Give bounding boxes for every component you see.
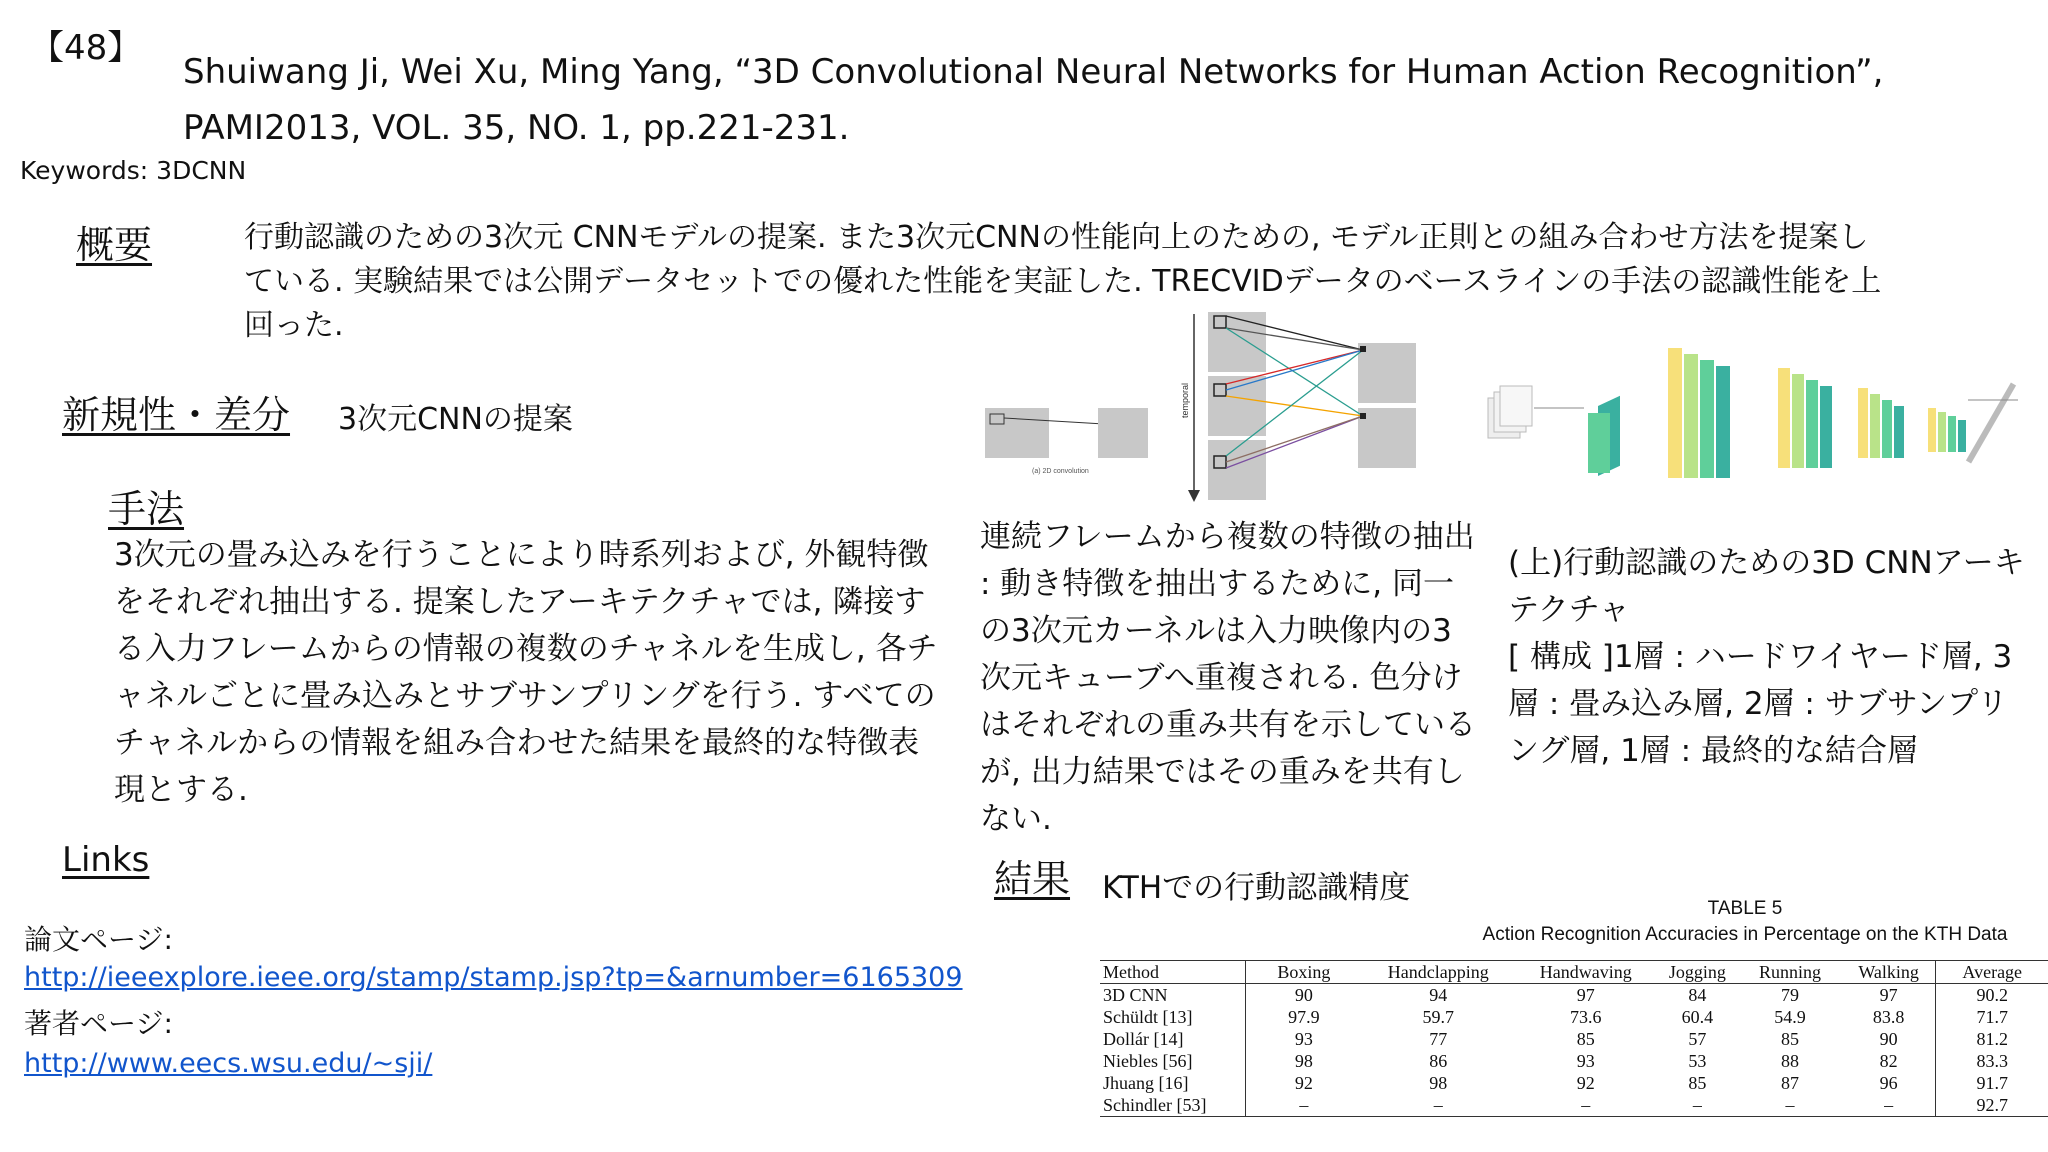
3dcnn-architecture-figure [1478, 308, 2038, 528]
c4-cubes [1858, 388, 1904, 458]
value-cell: 90 [1842, 1028, 1936, 1050]
h1-cubes [1588, 396, 1620, 476]
value-cell: 59.7 [1422, 1007, 1454, 1027]
method-text: 3次元の畳み込みを行うことにより時系列および, 外観特徴をそれぞれ抽出する. 提案したアーキテクチャでは, 隣接する入力フレームからの情報の複数のチャネルを生成し, 各チャネルごとに畳み込みとサブサンプリングを行う. すべてのチャネルからの情報を組み合わせた結果を最終的な特徴表現とする. [114, 537, 938, 808]
value-cell: 86 [1429, 1051, 1448, 1071]
header-cell: Handwaving [1515, 961, 1656, 984]
input-frames [1488, 386, 1532, 438]
links-heading: Links [62, 840, 150, 880]
keywords: Keywords: 3DCNN [20, 156, 247, 185]
header-cell: Average [1936, 961, 2048, 984]
author-page-label: 著者ページ: [24, 1007, 173, 1040]
value-cell: 96 [1842, 1072, 1936, 1094]
value-cell: 93 [1576, 1051, 1595, 1071]
value-cell: 87 [1781, 1073, 1800, 1093]
method-cell: Schindler [53] [1100, 1094, 1246, 1117]
paper-link[interactable]: http://ieeexplore.ieee.org/stamp/stamp.jsp?tp=&arnumber=6165309 [24, 962, 963, 993]
value-cell: 77 [1429, 1029, 1448, 1049]
table-row [1100, 1028, 2048, 1050]
table-title: TABLE 5 [1707, 898, 1783, 919]
table-row [1100, 1006, 2048, 1028]
value-cell: – [1515, 1094, 1656, 1117]
value-cell: 93 [1294, 1029, 1313, 1049]
results-text: KTHでの行動認識精度 [1102, 870, 1411, 906]
c6-layer [1966, 383, 2016, 464]
value-cell: 92 [1576, 1073, 1595, 1093]
novelty-heading: 新規性・差分 [62, 393, 291, 437]
value-cell: 73.6 [1569, 1007, 1602, 1027]
value-cell: 92 [1294, 1073, 1313, 1093]
table-row [1100, 1050, 2048, 1072]
value-cell: – [1738, 1094, 1842, 1117]
2d-output-frame [1098, 408, 1148, 458]
method-cell: 3D CNN [1100, 984, 1246, 1007]
table-row [1100, 1072, 2048, 1094]
temporal-arrow [1188, 490, 1200, 502]
value-cell: 91.7 [1976, 1073, 2008, 1093]
header-cell: Handclapping [1362, 961, 1515, 984]
method-cell: Jhuang [16] [1100, 1072, 1246, 1094]
s5-cubes [1928, 408, 1966, 452]
novelty-text: 3次元CNNの提案 [338, 402, 573, 437]
architecture-description: (上)行動認識のための3D CNNアーキテクチャ [ 構成 ]1層 : ハードワイヤード層, 3層 : 畳み込み層, 2層 : サブサンプリング層, 1層 : 最終的な結合層 [1508, 545, 2025, 769]
value-cell: 97 [1842, 984, 1936, 1007]
frame-2 [1208, 376, 1266, 436]
value-cell: 83.8 [1842, 1006, 1936, 1028]
value-cell: – [1656, 1094, 1738, 1117]
value-cell: 84 [1688, 985, 1707, 1005]
value-cell: 53 [1688, 1051, 1707, 1071]
citation-line-1: Shuiwang Ji, Wei Xu, Ming Yang, “3D Convolutional Neural Networks for Human Action Recognition”, [183, 52, 1884, 92]
value-cell: 90 [1294, 985, 1313, 1005]
value-cell: 90.2 [1976, 985, 2008, 1005]
value-cell: 92.7 [1936, 1094, 2048, 1117]
citation [183, 44, 1943, 156]
c2-cubes [1668, 348, 1730, 478]
convolution-figure [980, 308, 1430, 508]
value-cell: 57 [1688, 1029, 1707, 1049]
slide-number: 【48】 [30, 28, 142, 68]
output-frame-2 [1358, 408, 1416, 468]
value-cell: – [1246, 1094, 1362, 1117]
value-cell: 83.3 [1976, 1051, 2008, 1071]
method-cell: Schüldt [13] [1100, 1006, 1246, 1028]
header-cell: Method [1100, 961, 1246, 984]
method-cell: Niebles [56] [1100, 1050, 1246, 1072]
value-cell: 81.2 [1976, 1029, 2008, 1049]
citation-line-2: PAMI2013, VOL. 35, NO. 1, pp.221-231. [183, 108, 850, 148]
convolution-description: 連続フレームから複数の特徴の抽出 : 動き特徴を抽出するために, 同一の3次元カーネルは入力映像内の3次元キューブへ重複される. 色分けはそれぞれの重み共有を示しているが, 出力結果ではその重みを共有しない. [980, 519, 1476, 837]
overview-text: 行動認識のための3次元 CNNモデルの提案. また3次元CNNの性能向上のための, モデル正則との組み合わせ方法を提案している. 実験結果では公開データセットでの優れた性能を実証した. TRECVIDデータのベースラインの手法の認識性能を上回った. [244, 220, 1882, 343]
value-cell: 94 [1429, 985, 1448, 1005]
output-unit-2 [1360, 413, 1366, 419]
value-cell: 98 [1429, 1073, 1448, 1093]
frame-3 [1208, 440, 1266, 500]
value-cell: 85 [1688, 1073, 1707, 1093]
table-caption [1100, 898, 2048, 946]
2d-conv-caption: (a) 2D convolution [1032, 468, 1089, 475]
header-cell: Walking [1842, 961, 1936, 984]
kth-accuracy-table [1100, 960, 2048, 1117]
header-cell: Running [1738, 961, 1842, 984]
header-cell: Boxing [1246, 961, 1362, 984]
paper-page-label: 論文ページ: [24, 923, 173, 956]
table-row [1100, 984, 2048, 1007]
author-link[interactable]: http://www.eecs.wsu.edu/~sji/ [24, 1048, 433, 1079]
header-cell: Jogging [1656, 961, 1738, 984]
s3-cubes [1778, 368, 1832, 468]
value-cell: 97.9 [1288, 1007, 1320, 1027]
value-cell: 85 [1576, 1029, 1595, 1049]
value-cell: 98 [1294, 1051, 1313, 1071]
temporal-label: temporal [1180, 382, 1190, 418]
value-cell: 85 [1781, 1029, 1800, 1049]
output-unit-1 [1360, 346, 1366, 352]
method-cell: Dollár [14] [1100, 1028, 1246, 1050]
table-row [1100, 1094, 2048, 1117]
overview-heading: 概要 [76, 223, 153, 267]
value-cell: – [1842, 1094, 1936, 1117]
value-cell: – [1362, 1094, 1515, 1117]
value-cell: 97 [1576, 985, 1595, 1005]
value-cell: 60.4 [1681, 1007, 1714, 1027]
value-cell: 54.9 [1774, 1007, 1806, 1027]
value-cell: 82 [1842, 1050, 1936, 1072]
method-heading: 手法 [108, 487, 185, 531]
2d-input-frame [985, 408, 1049, 458]
value-cell: 71.7 [1976, 1007, 2008, 1027]
frame-1 [1208, 312, 1266, 372]
results-heading: 結果 [994, 857, 1071, 901]
value-cell: 88 [1781, 1051, 1800, 1071]
table-subtitle: Action Recognition Accuracies in Percentage on the KTH Data [1482, 924, 2008, 945]
output-frame-1 [1358, 343, 1416, 403]
table-header-row [1100, 961, 2048, 984]
value-cell: 79 [1781, 985, 1800, 1005]
